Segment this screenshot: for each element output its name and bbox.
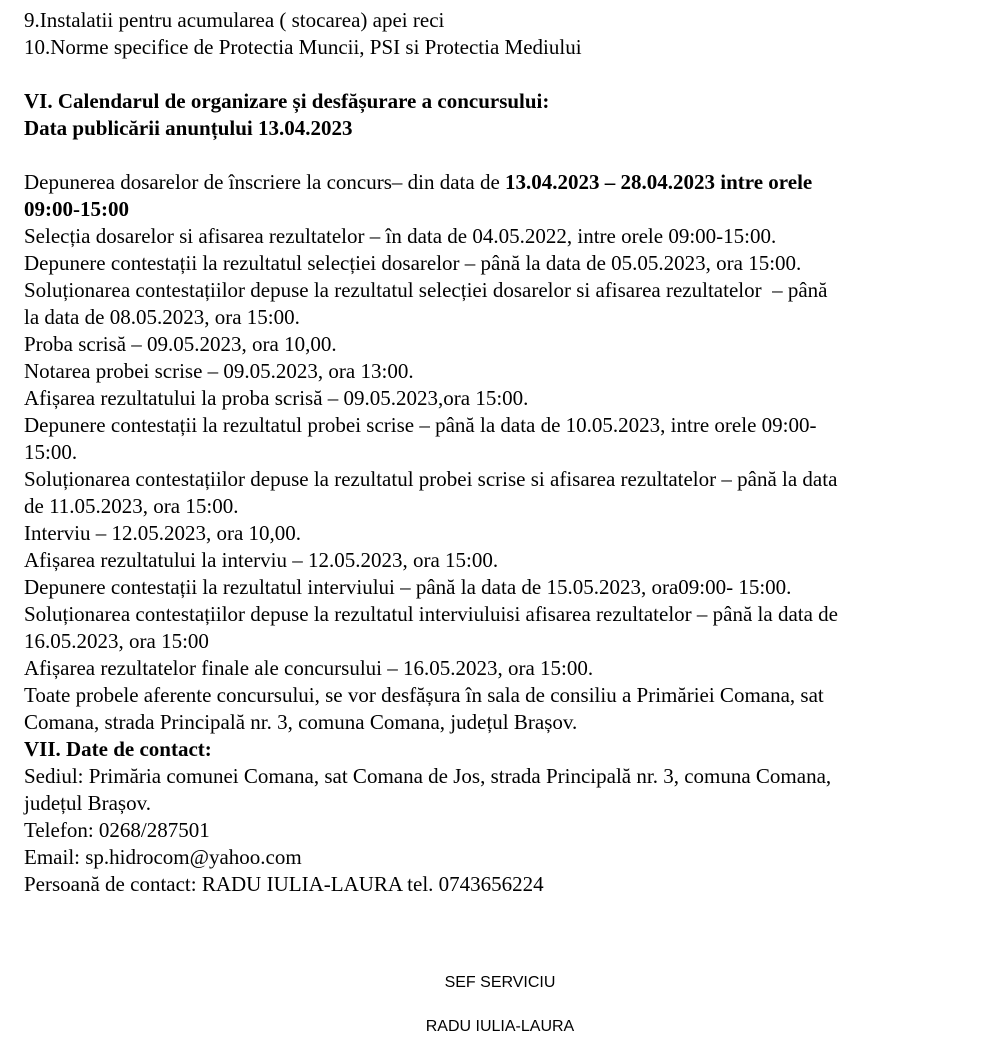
list-item: 10.Norme specifice de Protectia Muncii, PSI si Protectia Mediului [24,35,582,59]
calendar-line: Depunere contestații la rezultatul selecției dosarelor – până la data de 05.05.2023, ora 15:00. [24,251,802,275]
calendar-line: de 11.05.2023, ora 15:00. [24,494,239,518]
contact-line: Sediul: Primăria comunei Comana, sat Comana de Jos, strada Principală nr. 3, comuna Comana, [24,764,832,788]
list-item: 9.Instalatii pentru acumularea ( stocarea) apei reci [24,8,445,32]
signature-title: SEF SERVICIU [444,974,556,991]
calendar-line: 15:00. [24,440,78,464]
deposit-dates: 13.04.2023 – 28.04.2023 intre orele [505,170,813,194]
signature-name: RADU IULIA-LAURA [425,1018,575,1035]
deposit-hours: 09:00-15:00 [24,197,129,221]
contact-line: Persoană de contact: RADU IULIA-LAURA tel. 0743656224 [24,872,544,896]
contact-line: județul Brașov. [24,791,151,815]
contact-list [24,763,964,898]
spacer [24,61,964,88]
spacer [24,142,964,169]
deposit-line [24,169,964,196]
calendar-line: 16.05.2023, ora 15:00 [24,629,209,653]
calendar-line: Soluționarea contestațiilor depuse la rezultatul interviuluisi afisarea rezultatelor – până la data de [24,602,839,626]
calendar-line: Depunere contestații la rezultatul interviului – până la data de 15.05.2023, ora09:00- 15:00. [24,575,792,599]
calendar-line: Selecția dosarelor si afisarea rezultatelor – în data de 04.05.2022, intre orele 09:00-15:00. [24,224,777,248]
contact-line: Telefon: 0268/287501 [24,818,210,842]
calendar-line: Notarea probei scrise – 09.05.2023, ora 13:00. [24,359,414,383]
calendar-line: Interviu – 12.05.2023, ora 10,00. [24,521,302,545]
calendar-line: Toate probele aferente concursului, se vor desfășura în sala de consiliu a Primăriei Comana, sat [24,683,824,707]
calendar-line: Comana, strada Principală nr. 3, comuna Comana, județul Brașov. [24,710,578,734]
contact-line: Email: sp.hidrocom@yahoo.com [24,845,302,869]
calendar-line: la data de 08.05.2023, ora 15:00. [24,305,300,329]
document-body [24,7,964,898]
calendar-line: Soluționarea contestațiilor depuse la rezultatul probei scrise si afisarea rezultatelor – până la data [24,467,838,491]
deposit-prefix: Depunerea dosarelor de înscriere la concurs– din data de [24,170,506,194]
calendar-list [24,223,964,736]
calendar-line: Proba scrisă – 09.05.2023, ora 10,00. [24,332,337,356]
section-heading: VI. Calendarul de organizare și desfășurare a concursului: [24,89,550,113]
calendar-line: Afișarea rezultatului la interviu – 12.05.2023, ora 15:00. [24,548,499,572]
calendar-line: Depunere contestații la rezultatul probei scrise – până la data de 10.05.2023, intre orele 09:00- [24,413,817,437]
calendar-line: Afișarea rezultatului la proba scrisă – 09.05.2023,ora 15:00. [24,386,529,410]
calendar-line: Soluționarea contestațiilor depuse la rezultatul selecției dosarelor si afisarea rezultatelor – până [24,278,828,302]
calendar-line: Afișarea rezultatelor finale ale concursului – 16.05.2023, ora 15:00. [24,656,594,680]
publish-date: Data publicării anunțului 13.04.2023 [24,116,353,140]
section-heading: VII. Date de contact: [24,737,212,761]
